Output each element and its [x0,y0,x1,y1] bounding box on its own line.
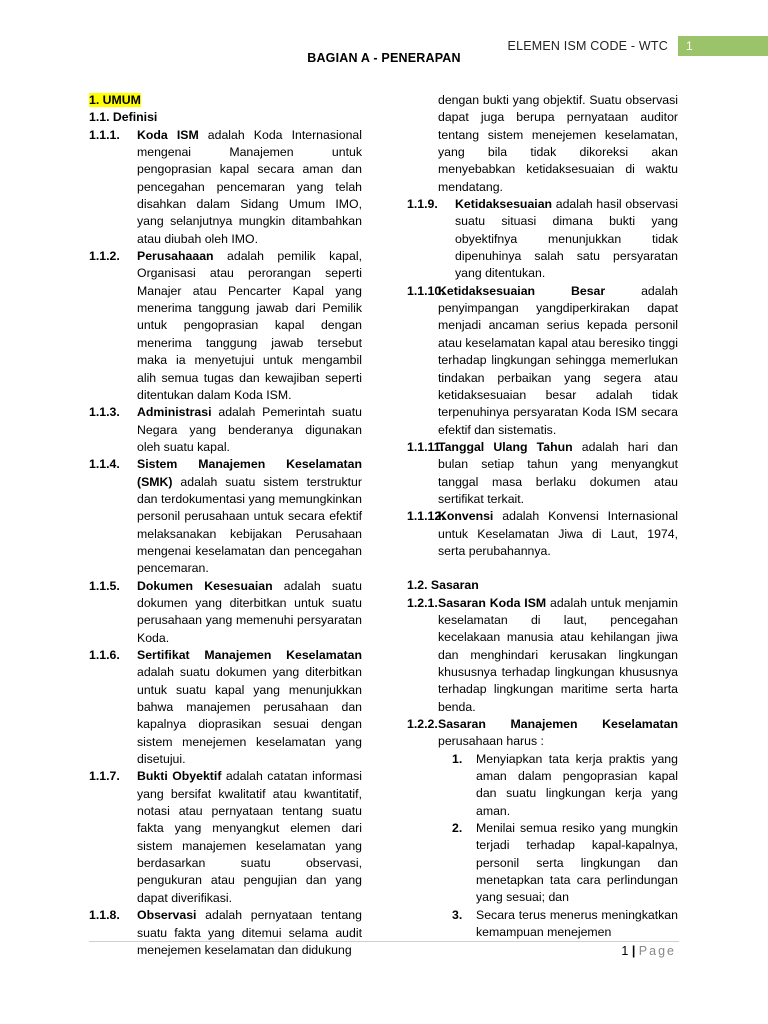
definition-item [407,439,678,508]
definition-item [407,196,678,283]
list-item [452,751,678,820]
item-text: adalah pemilik kapal, Organisasi atau perorangan seperti Manajer atau Pencarter Kapal yang menerima tanggung jawab dari Pemilik untuk pengoprasian kapal dengan menerima tanggung jawab tersebut maka ia menyetujui untuk mengambil alih semua tugas dan kewajiban seperti ditentukan dalam Koda ISM. [137,249,362,402]
left-column [89,92,362,959]
list-text: Menyiapkan tata kerja praktis yang aman dalam pengoprasian kapal dan suatu lingkungan kerja yang aman. [476,751,678,818]
definition-item [89,768,362,907]
item-term: Tanggal Ulang Tahun [438,439,573,454]
item-number: 1.2.1. [407,595,438,610]
list-number: 1. [452,751,463,766]
spacer [407,560,678,577]
item-term: Observasi [137,908,197,923]
item-term: Konvensi [438,509,494,524]
item-text: adalah suatu sistem terstruktur dan terdokumentasi yang memungkinkan personil perusahaan untuk secara efektif melaksanakan kebijakan Perusahaan mengenai keselamatan dan pencegahan pencemaran. [137,474,362,576]
footer-page-word: Page [638,944,676,958]
page-footer [621,944,676,958]
item-number: 1.1.10. [407,283,445,298]
item-term: Koda ISM [137,127,199,142]
header-title: ELEMEN ISM CODE - WTC [507,39,668,53]
footer-separator: | [628,944,639,958]
item-text: adalah suatu dokumen yang diterbitkan untuk suatu perusahaan yang memenuhi persyaratan Koda. [137,578,363,645]
list-item [452,820,678,907]
list-text: Secara terus menerus meningkatkan kemampuan menejemen [476,907,678,940]
definition-item [89,907,362,959]
objective-item [407,716,678,751]
continuation-text: dengan bukti yang objektif. Suatu observasi dapat juga berupa pernyataan auditor tentang sistem menejemen keselamatan, yang bila tidak dikoreksi akan menyebabkan ketidaksesuaian di waktu mendatang. [438,93,678,194]
item-text: adalah catatan informasi yang bersifat kwalitatif atau kwantitatif, notasi atau pernyataan tentang suatu fakta yang menyangkut elemen dari sistem manajemen keselamatan yang berdasarkan suatu observasi, pengukuran atau pengujian dan yang dapat diverifikasi. [137,769,362,905]
item-term: Bukti Obyektif [137,769,222,784]
definition-item [89,578,362,647]
list-text: Menilai semua resiko yang mungkin terjadi terhadap kapal-kapalnya, personil serta lingkungan dan menetapkan tata cara perlindungan yang sesuai; dan [476,821,678,905]
header-page-tab: 1 [678,36,768,56]
objective-sublist [452,751,678,942]
item-term: Ketidaksesuaian Besar [438,283,606,298]
item-text: adalah suatu dokumen yang diterbitkan untuk suatu kapal yang menunjukkan bahwa manajemen perusahaan dan kapalnya dioprasikan sesuai dengan sistem menejemen keselamatan yang disetujui. [137,665,362,767]
item-number: 1.1.12. [407,509,445,524]
definition-item [407,283,678,439]
item-term: Sasaran Koda ISM [438,595,547,610]
definition-item [89,404,362,456]
objective-item [407,595,678,716]
item-term: Sertifikat Manajemen Keselamatan [137,648,362,662]
item-number: 1.1.3. [89,405,120,420]
item-number: 1.1.7. [89,769,120,784]
item-number: 1.1.9. [407,197,438,212]
item-number: 1.1.2. [89,249,120,264]
item-text: adalah Koda Internasional mengenai Manajemen untuk pengoprasian kapal secara aman dan pencegahan pencemaran yang telah disahkan dalam Sidang Umum IMO, yang selanjutnya mungkin ditambahkan atau diubah oleh IMO. [137,127,362,246]
section-heading: 1. UMUM [89,93,141,107]
item-term: Sistem Manajemen Keselamatan (SMK) [137,457,362,489]
item-number: 1.1.11. [407,439,444,454]
definition-item [89,647,362,768]
item-text: adalah untuk menjamin keselamatan di laut, pencegahan kecelakaan manusia atau kehilangan jiwa dan menghindari kerusakan lingkungan khususnya terhadap lingkungan khususnya terhadap lingkungan maritime serta harta benda. [438,595,678,714]
list-number: 3. [452,907,463,922]
item-term: Perusahaaan [137,249,214,264]
definition-item [407,508,678,560]
item-number: 1.2.2. [407,717,438,732]
item-term: Ketidaksesuaian [455,197,553,212]
definition-item [89,456,362,577]
footer-divider [89,941,679,942]
item-number: 1.1.1. [89,127,120,142]
item-term: Sasaran Manajemen Keselamatan [438,717,678,732]
item-text: adalah hasil observasi suatu situasi dimana bukti yang obyektifnya menunjukkan tidak dipenuhinya salah satu persyaratan yang ditentukan. [455,197,678,281]
item-number: 1.1.5. [89,578,120,593]
item-text: adalah penyimpangan yangdiperkirakan dapat menjadi ancaman serius kepada personil atau keselamatan kapal atau beresiko tinggi terhadap lingkungan sehingga memerlukan tindakan perbaikan yang segera atau ketidaksesuaian besar adalah tidak terpenuhinya persyaratan Koda ISM secara efektif dan sistematis. [438,283,678,437]
item-number: 1.1.8. [89,908,120,923]
item-text: adalah hari dan bulan setiap tahun yang menyangkut tanggal masa berlaku dokumen atau sertifikat terkait. [438,439,678,506]
page-heading: BAGIAN A - PENERAPAN [307,51,461,65]
item-term: Administrasi [137,405,212,420]
list-number: 2. [452,821,463,836]
right-column [407,92,678,942]
definition-item [89,248,362,404]
item-text: perusahaan harus : [438,734,544,749]
item-text: adalah Pemerintah suatu Negara yang benderanya digunakan oleh suatu kapal. [137,405,362,454]
item-term: Dokumen Kesesuaian [137,578,273,593]
subsection-heading: 1.2. Sasaran [407,578,479,593]
item-number: 1.1.4. [89,457,120,472]
item-number: 1.1.6. [89,648,120,662]
item-text: adalah pernyataan tentang suatu fakta yang ditemui selama audit menejemen keselamatan dan didukung [137,908,362,957]
item-text: adalah Konvensi Internasional untuk Keselamatan Jiwa di Laut, 1974, serta perubahannya. [438,509,678,558]
subsection-heading: 1.1. Definisi [89,110,158,125]
footer-page-number: 1 [621,944,629,958]
list-item [452,907,678,942]
definition-item [89,127,362,248]
